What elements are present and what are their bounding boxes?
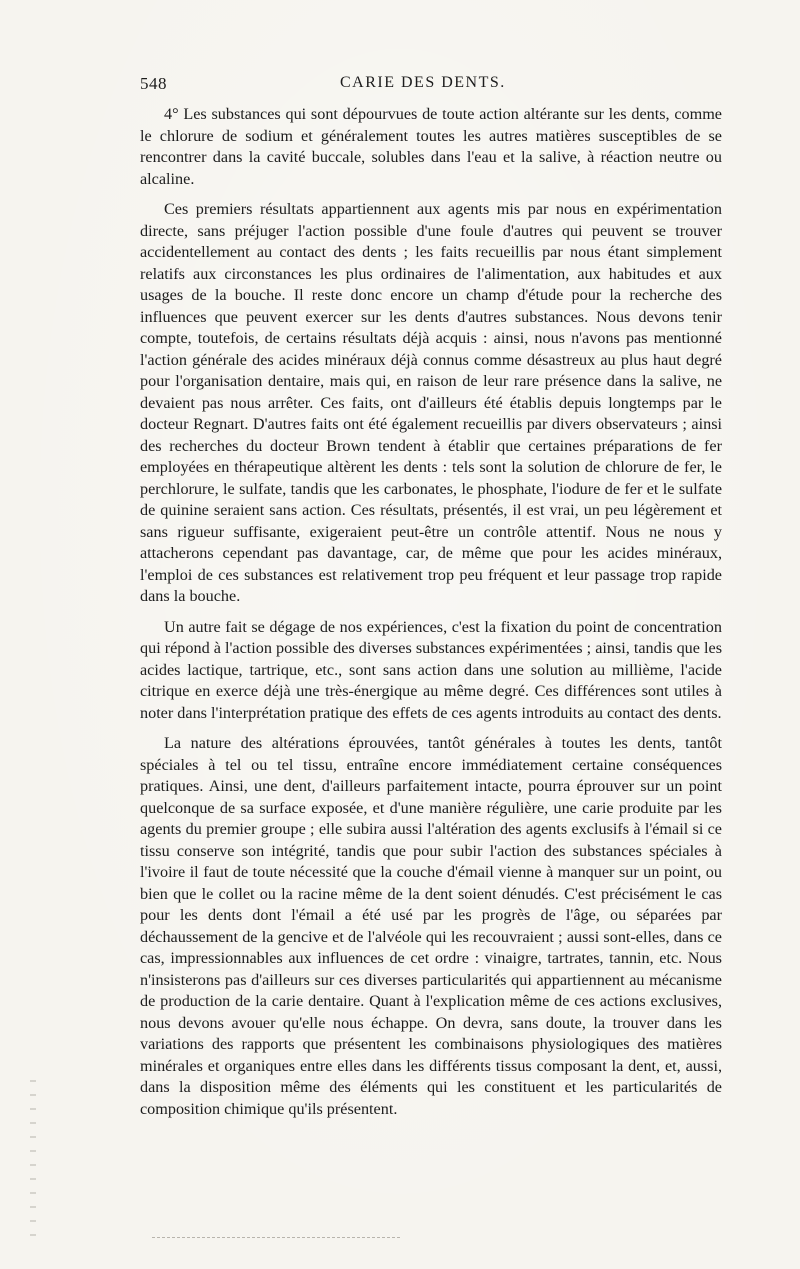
margin-specks [30, 1080, 36, 1240]
paragraph-2: Ces premiers résultats appartiennent aux agents mis par nous en expérimentation directe, sans préjuger l'action possible d'une foule d'autres qui peuvent se trouver accidentellement au contact des dents ; les faits recueillis par nous étant simplement relatifs aux circonstances les plus ordinaires de l'alimentation, aux habitudes et aux usages de la bouche. Il reste donc encore un champ d'étude pour la recherche des influences que peuvent exercer sur les dents d'autres substances. Nous devons tenir compte, toutefois, de certains résultats déjà acquis : ainsi, nous n'avons pas mentionné l'action générale des acides minéraux déjà connus comme désastreux au plus haut degré pour l'organisation dentaire, mais qui, en raison de leur rare présence dans la salive, ne devaient pas nous arrêter. Ces faits, ont d'ailleurs été établis depuis longtemps par le docteur Regnart. D'autres faits ont été également recueillis par divers observateurs ; ainsi des recherches du docteur Brown tendent à établir que certaines préparations de fer employées en thérapeutique altèrent les dents : tels sont la solution de chlorure de fer, le perchlorure, le sulfate, tandis que les carbonates, le phosphate, l'iodure de fer et le sulfate de quinine seraient sans action. Ces résultats, présentés, il est vrai, un peu légèrement et sans rigueur suffisante, exigeraient peut-être un contrôle attentif. Nous ne nous y attacherons cependant pas davantage, car, de même que pour les acides minéraux, l'emploi de ces substances est relativement trop peu fréquent et leur passage trop rapide dans la bouche. [140, 200, 722, 605]
body-text [140, 104, 722, 1129]
paragraph-4: La nature des altérations éprouvées, tantôt générales à toutes les dents, tantôt spéciales à tel ou tel tissu, entraîne encore immédiatement certaine conséquences pratiques. Ainsi, une dent, d'ailleurs parfaitement intacte, pourra éprouver sur un point quelconque de sa surface exposée, et d'une manière régulière, une carie produite par les agents du premier groupe ; elle subira aussi l'altération des agents exclusifs à l'émail si ce tissu conserve son intégrité, tandis que pour subir l'action des substances spéciales à l'ivoire il faut de toute nécessité que la couche d'émail vienne à manquer sur un point, ou bien que le collet ou la racine même de la dent soient dénudés. C'est précisément le cas pour les dents dont l'émail a été usé par les progrès de l'âge, ou séparées par déchaussement de la gencive et de l'alvéole qui les recouvraient ; aussi sont-elles, dans ce cas, impressionnables aux influences de cet ordre : vinaigre, tartrates, tannin, etc. Nous n'insisterons pas d'ailleurs sur ces diverses particularités qui appartiennent au mécanisme de production de la carie dentaire. Quant à l'explication même de ces actions exclusives, nous devons avouer qu'elle nous échappe. On devra, sans doute, la trouver dans les variations des rapports que présentent les combinaisons physiologiques des matières minérales et organiques entre elles dans les différents tissus composant la dent, et, aussi, dans la disposition même des éléments qui les constituent et les particularités de composition chimique qu'ils présentent. [140, 734, 722, 1118]
footer-rule [152, 1237, 400, 1238]
running-title: CARIE DES DENTS. [340, 74, 506, 91]
page-number: 548 [140, 74, 167, 93]
paragraph-1: 4° Les substances qui sont dépourvues de toute action altérante sur les dents, comme le chlorure de sodium et généralement toutes les autres matières susceptibles de se rencontrer dans la cavité buccale, solubles dans l'eau et la salive, à réaction neutre ou alcaline. [140, 105, 722, 188]
paragraph-3: Un autre fait se dégage de nos expériences, c'est la fixation du point de concentration qui répond à l'action possible des diverses substances expérimentées ; ainsi, tandis que les acides lactique, tartrique, etc., sont sans action dans une solution au millième, l'acide citrique en exerce déjà une très-énergique au même degré. Ces différences sont utiles à noter dans l'interprétation pratique des effets de ces agents introduits au contact des dents. [140, 617, 722, 722]
page-header [140, 74, 720, 100]
